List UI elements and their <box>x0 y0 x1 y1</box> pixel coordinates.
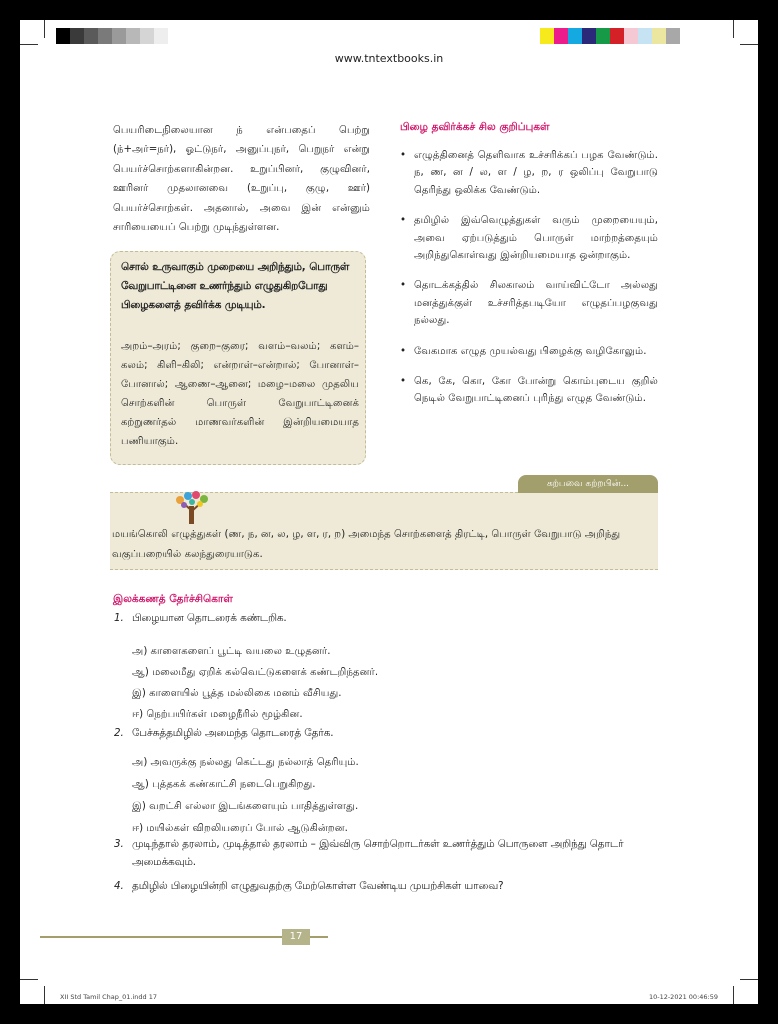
registration-swatch <box>70 28 84 44</box>
registration-swatch <box>540 28 554 44</box>
tip-item <box>396 343 658 360</box>
question-number: 1. <box>114 612 124 624</box>
answer-option: ஆ) புத்தகக் கண்காட்சி நடைபெறுகிறது. <box>132 779 316 790</box>
intro-paragraph: பெயரிடைநிலையான ந் என்பதைப் பெற்று (ந்+அர்=நர்), ஓட்டுநர், அனுப்புநர், பெறுநர் என்று பெயர்ச்சொற்களாகின்றன. உறுப்பினர், குழுவினர், ஊரினர் முதலானவை (உறுப்பு, குழு, ஊர்) பெயர்ச்சொற்கள். அதனால், அவை இன் என்னும் சாரியையைப் பெற்று முடிந்துள்ளன. <box>113 125 370 234</box>
answer-option: அ) அவருக்கு நல்லது கெட்டது நல்லாத் தெரியும். <box>132 757 359 768</box>
tip-item <box>396 373 658 408</box>
question-text: முடிந்தால் தரலாம், முடித்தால் தரலாம் – இவ்விரு சொற்றொடர்கள் உணர்த்தும் பொருளை அறிந்து தொடர் அமைக்கவும். <box>132 838 624 868</box>
registration-swatch <box>568 28 582 44</box>
footer-file-name: XII Std Tamil Chap_01.indd 17 <box>60 993 157 1001</box>
activity-tab: கற்பவை கற்றபின்... <box>518 475 658 493</box>
tip-item <box>396 277 658 329</box>
tree-icon <box>162 490 222 524</box>
bullet-icon: • <box>400 215 407 227</box>
tip-text: எழுத்தினைத் தெளிவாக உச்சரிக்கப் பழக வேண்டும். ந, ண, ன / ல, ள / ழ, ற, ர ஒலிப்பு வேறுபாடு தெரிந்து ஒலிக்க வேண்டும். <box>414 150 658 196</box>
textbook-page <box>20 20 758 1004</box>
answer-option: ஈ) மயில்கள் விறலியரைப் போல் ஆடுகின்றன. <box>132 823 348 834</box>
crop-mark <box>20 44 38 45</box>
answer-option: இ) வறட்சி எல்லா இடங்களையும் பாதித்துள்ளது. <box>132 801 359 812</box>
registration-swatch <box>652 28 666 44</box>
tips-list <box>396 147 658 421</box>
tips-heading: பிழை தவிர்க்கச் சில குறிப்புகள் <box>400 121 550 133</box>
crop-mark <box>733 986 734 1004</box>
registration-swatch <box>56 28 70 44</box>
question-text: பிழையான தொடரைக் கண்டறிக. <box>132 612 287 624</box>
page-number: 17 <box>282 929 310 945</box>
registration-swatch <box>84 28 98 44</box>
bullet-icon: • <box>400 280 407 292</box>
grayscale-registration-bar <box>56 28 168 44</box>
activity-box <box>110 479 658 570</box>
crop-mark <box>44 20 45 38</box>
bullet-icon: • <box>400 150 407 161</box>
question-number: 2. <box>114 727 124 739</box>
tip-item <box>396 147 658 199</box>
answer-option: ஈ) நெற்பயிர்கள் மழைநீரில் மூழ்கின. <box>132 709 303 720</box>
note-body-text: அறம்–அரம்; குறை–குரை; வளம்–வலம்; களம்–கலம்; கிளி–கிலி; என்றாள்–என்றால்; போனாள்–போனால்; ஆணை–ஆனை; மழை–மலை முதலிய சொற்களின் பொருள் வேறுபாட்டினைக் கற்றுணர்தல் மாணவர்களின் இன்றியமையாத பணியாகும். <box>121 341 359 448</box>
registration-swatch <box>112 28 126 44</box>
footer-timestamp: 10-12-2021 00:46:59 <box>648 993 718 1001</box>
note-box <box>110 251 366 465</box>
question-number: 3. <box>114 838 124 850</box>
crop-mark <box>740 44 758 45</box>
question-number: 4. <box>114 880 124 892</box>
tip-text: தமிழில் இவ்வெழுத்துகள் வரும் முறையையும், அவை ஏற்படுத்தும் பொருள் மாற்றத்தையும் அறிந்துகொள்வது இன்றியமையாத ஒன்றாகும். <box>414 215 658 262</box>
header-url: www.tntextbooks.in <box>334 52 444 65</box>
crop-mark <box>733 20 734 38</box>
registration-swatch <box>610 28 624 44</box>
question-text: தமிழில் பிழையின்றி எழுதுவதற்கு மேற்கொள்ள வேண்டிய முயற்சிகள் யாவை? <box>132 880 504 892</box>
activity-text: மயங்கொலி எழுத்துகள் (ண, ந, ன, ல, ழ, ள, ர, ற) அமைந்த சொற்களைத் திரட்டி, பொருள் வேறுபாடு அறிந்து வகுப்பறையில் கலந்துரையாடுக. <box>112 529 621 560</box>
registration-swatch <box>666 28 680 44</box>
crop-mark <box>740 979 758 980</box>
registration-swatch <box>126 28 140 44</box>
tip-text: கெ, கே, கொ, கோ போன்று கொம்புடைய குறில் நெடில் வேறுபாட்டினைப் புரிந்து எழுத வேண்டும். <box>414 376 658 405</box>
registration-swatch <box>638 28 652 44</box>
crop-mark <box>44 986 45 1004</box>
answer-option: ஆ) மலைமீது ஏறிக் கல்வெட்டுகளைக் கண்டறிந்தனர். <box>132 667 379 678</box>
color-registration-bar <box>540 28 680 44</box>
registration-swatch <box>554 28 568 44</box>
tip-item <box>396 212 658 264</box>
crop-mark <box>20 979 38 980</box>
tip-text: வேகமாக எழுத முயல்வது பிழைக்கு வழிகோலும். <box>414 345 647 357</box>
registration-swatch <box>596 28 610 44</box>
registration-swatch <box>624 28 638 44</box>
exercise-heading: இலக்கணத் தேர்ச்சிகொள் <box>113 593 233 605</box>
answer-option: இ) காளையில் பூத்த மல்லிகை மனம் வீசியது. <box>132 688 342 699</box>
registration-swatch <box>582 28 596 44</box>
note-bold-text: சொல் உருவாகும் முறையை அறிந்தும், பொருள் வேறுபாட்டினை உணர்ந்தும் எழுதுகிறபோது பிழைகளைத் தவிர்க்க முடியும். <box>121 261 350 312</box>
question-text: பேச்சுத்தமிழில் அமைந்த தொடரைத் தேர்க. <box>132 727 334 739</box>
registration-swatch <box>98 28 112 44</box>
tip-text: தொடக்கத்தில் சிலகாலம் வாய்விட்டோ அல்லது மனத்துக்குள் உச்சரித்தபடியோ எழுதப்பழகுவது நல்லது. <box>414 280 658 327</box>
registration-swatch <box>140 28 154 44</box>
bullet-icon: • <box>400 376 407 388</box>
registration-swatch <box>154 28 168 44</box>
bullet-icon: • <box>400 345 407 357</box>
answer-option: அ) காளைகளைப் பூட்டி வயலை உழுதனர். <box>132 646 331 657</box>
